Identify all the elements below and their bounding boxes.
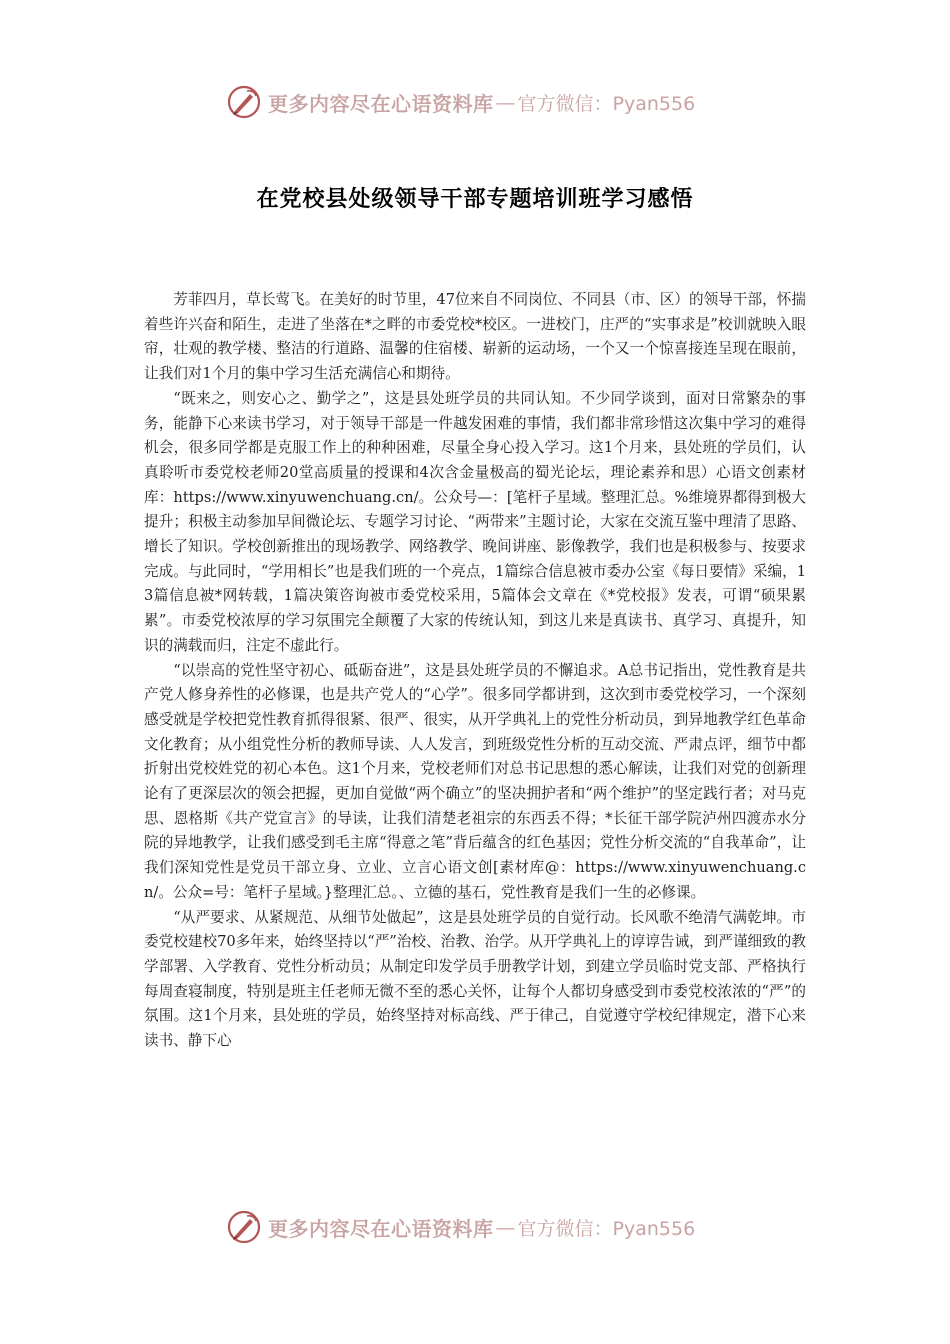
pen-logo-icon xyxy=(226,1209,262,1245)
paragraph: “从严要求、从紧规范、从细节处做起”，这是县处班学员的自觉行动。长风歌不绝清气满乾坤。市委党校建校70多年来，始终坚持以“严”治校、治教、治学。从开学典礼上的谆谆告诫，到严谨细致的教学部署、入学教育、党性分析动员；从制定印发学员手册教学计划，到建立学员临时党支部、严格执行每周查寝制度，特别是班主任老师无微不至的悉心关怀，让每个人都切身感受到市委党校浓浓的“严”的氛围。这1个月来，县处班的学员，始终坚持对标高线、严于律己，自觉遵守学校纪律规定，潜下心来读书、静下心 xyxy=(144,908,806,1050)
document-title: 在党校县处级领导干部专题培训班学习感悟 xyxy=(256,187,694,212)
watermark-separator: — xyxy=(495,1215,516,1239)
watermark-contact: 官方微信：Pyan556 xyxy=(517,92,696,115)
watermark-contact: 官方微信：Pyan556 xyxy=(517,1217,696,1240)
paragraph: “既来之，则安心之、勤学之”，这是县处班学员的共同认知。不少同学谈到，面对日常繁杂的事务，能静下心来读书学习，对于领导干部是一件越发困难的事情，我们都非常珍惜这次集中学习的难得机会，很多同学都是克服工作上的种种困难，尽量全身心投入学习。这1个月来，县处班的学员们，认真聆听市委党校老师20堂高质量的授课和4次含金量极高的蜀光论坛，理论素养和思）心语文创素材库：https://www.xinyuwenchuang.cn/。公众号—：[笔杆子星域。整理汇总。%维境界都得到极大提升；积极主动参加早间微论坛、专题学习讨论、“两带来”主题讨论，大家在交流互鉴中理清了思路、增长了知识。学校创新推出的现场教学、网络教学、晚间讲座、影像教学，我们也是积极参与、按要求完成。与此同时，“学用相长”也是我们班的一个亮点，1篇综合信息被市委办公室《每日要情》采编，13篇信息被*网转载，1篇决策咨询被市委党校采用，5篇体会文章在《*党校报》发表，可谓“硕果累累”。市委党校浓厚的学习氛围完全颠覆了大家的传统认知，到这儿来是真读书、真学习、真提升，知识的满载而归，注定不虚此行。 xyxy=(144,389,806,654)
paragraph: 芳菲四月，草长莺飞。在美好的时节里，47位来自不同岗位、不同县（市、区）的领导干部，怀揣着些许兴奋和陌生，走进了坐落在*之畔的市委党校*校区。一进校门，庄严的“实事求是”校训就映入眼帘，壮观的教学楼、整洁的行道路、温馨的住宿楼、崭新的运动场，一个又一个惊喜接连呈现在眼前，让我们对1个月的集中学习生活充满信心和期待。 xyxy=(144,291,806,383)
watermark-banner-bottom xyxy=(226,1207,746,1247)
watermark-text: 更多内容尽在心语资料库 xyxy=(268,1216,494,1241)
watermark-text: 更多内容尽在心语资料库 xyxy=(268,91,494,116)
watermark-separator: — xyxy=(495,90,516,114)
pen-logo-icon xyxy=(226,84,262,120)
paragraph: “以崇高的党性坚守初心、砥砺奋进”，这是县处班学员的不懈追求。A总书记指出，党性教育是共产党人修身养性的必修课，也是共产党人的“心学”。很多同学都讲到，这次到市委党校学习，一个深刻感受就是学校把党性教育抓得很紧、很严、很实，从开学典礼上的党性分析动员，到异地教学红色革命文化教育；从小组党性分析的教师导读、人人发言，到班级党性分析的互动交流、严肃点评，细节中都折射出党校姓党的初心本色。这1个月来，党校老师们对总书记思想的悉心解读，让我们对党的创新理论有了更深层次的领会把握，更加自觉做“两个确立”的坚决拥护者和“两个维护”的坚定践行者；对马克思、恩格斯《共产党宣言》的导读，让我们清楚老祖宗的东西丢不得；*长征干部学院泸州四渡赤水分院的异地教学，让我们感受到毛主席“得意之笔”背后蕴含的红色基因；党性分析交流的“自我革命”，让我们深知党性是党员干部立身、立业、立言心语文创[素材库@：https://www.xinyuwenchuang.cn/。公众=号：笔杆子星域。}整理汇总。、立德的基石，党性教育是我们一生的必修课。 xyxy=(144,661,806,901)
document-body xyxy=(144,288,806,1054)
watermark-banner-top xyxy=(226,82,746,122)
